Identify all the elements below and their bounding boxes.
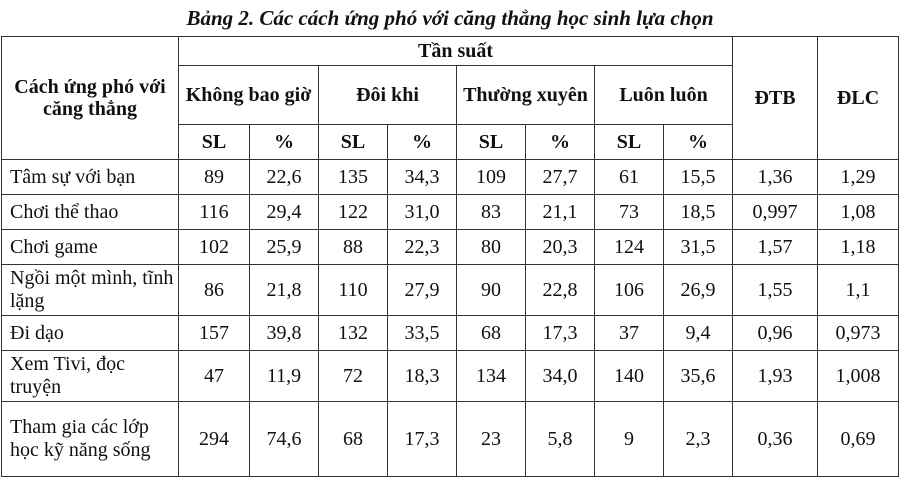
cell-value: 109 (457, 160, 526, 195)
cell-value: 140 (595, 351, 664, 402)
cell-sd: 1,29 (818, 160, 899, 195)
cell-value: 61 (595, 160, 664, 195)
header-group-sometimes: Đôi khi (319, 66, 457, 125)
cell-value: 37 (595, 316, 664, 351)
header-pct: % (526, 125, 595, 160)
row-method: Chơi thể thao (2, 195, 179, 230)
table-row (2, 195, 899, 230)
cell-value: 90 (457, 265, 526, 316)
cell-value: 25,9 (250, 230, 319, 265)
header-method: Cách ứng phó với căng thẳng (2, 37, 179, 160)
cell-sd: 0,69 (818, 402, 899, 477)
header-group-often: Thường xuyên (457, 66, 595, 125)
header-sl: SL (457, 125, 526, 160)
cell-value: 47 (179, 351, 250, 402)
header-group-never: Không bao giờ (179, 66, 319, 125)
table-caption: Bảng 2. Các cách ứng phó với căng thẳng học sinh lựa chọn (186, 6, 714, 30)
table-row (2, 160, 899, 195)
cell-value: 83 (457, 195, 526, 230)
cell-sd: 1,08 (818, 195, 899, 230)
table-row (2, 265, 899, 316)
cell-value: 34,3 (388, 160, 457, 195)
table-row (2, 230, 899, 265)
cell-value: 157 (179, 316, 250, 351)
row-method: Tâm sự với bạn (2, 160, 179, 195)
row-method: Tham gia các lớp học kỹ năng sống (2, 402, 179, 477)
cell-value: 134 (457, 351, 526, 402)
header-sl: SL (319, 125, 388, 160)
cell-value: 116 (179, 195, 250, 230)
cell-mean: 1,93 (733, 351, 818, 402)
cell-value: 29,4 (250, 195, 319, 230)
cell-value: 21,1 (526, 195, 595, 230)
cell-mean: 0,997 (733, 195, 818, 230)
cell-value: 122 (319, 195, 388, 230)
cell-value: 18,5 (664, 195, 733, 230)
row-method: Đi dạo (2, 316, 179, 351)
header-sd: ĐLC (818, 37, 899, 160)
cell-value: 5,8 (526, 402, 595, 477)
cell-value: 39,8 (250, 316, 319, 351)
cell-value: 9,4 (664, 316, 733, 351)
cell-value: 17,3 (526, 316, 595, 351)
cell-value: 26,9 (664, 265, 733, 316)
cell-sd: 1,1 (818, 265, 899, 316)
cell-sd: 1,008 (818, 351, 899, 402)
header-frequency: Tần suất (179, 37, 733, 66)
cell-value: 88 (319, 230, 388, 265)
header-mean: ĐTB (733, 37, 818, 160)
header-group-always: Luôn luôn (595, 66, 733, 125)
cell-value: 2,3 (664, 402, 733, 477)
cell-value: 34,0 (526, 351, 595, 402)
cell-mean: 0,96 (733, 316, 818, 351)
cell-value: 124 (595, 230, 664, 265)
cell-value: 23 (457, 402, 526, 477)
cell-value: 72 (319, 351, 388, 402)
cell-value: 21,8 (250, 265, 319, 316)
header-pct: % (250, 125, 319, 160)
cell-value: 68 (319, 402, 388, 477)
table-row (2, 316, 899, 351)
cell-value: 68 (457, 316, 526, 351)
cell-value: 15,5 (664, 160, 733, 195)
cell-value: 35,6 (664, 351, 733, 402)
cell-value: 18,3 (388, 351, 457, 402)
header-pct: % (388, 125, 457, 160)
cell-value: 135 (319, 160, 388, 195)
cell-value: 31,0 (388, 195, 457, 230)
cell-mean: 0,36 (733, 402, 818, 477)
coping-methods-table (1, 36, 899, 477)
cell-value: 33,5 (388, 316, 457, 351)
cell-value: 74,6 (250, 402, 319, 477)
cell-value: 27,9 (388, 265, 457, 316)
cell-value: 102 (179, 230, 250, 265)
cell-mean: 1,57 (733, 230, 818, 265)
cell-value: 20,3 (526, 230, 595, 265)
table-row (2, 402, 899, 477)
row-method: Chơi game (2, 230, 179, 265)
cell-value: 89 (179, 160, 250, 195)
cell-sd: 1,18 (818, 230, 899, 265)
cell-value: 106 (595, 265, 664, 316)
row-method: Xem Tivi, đọc truyện (2, 351, 179, 402)
cell-value: 294 (179, 402, 250, 477)
cell-value: 31,5 (664, 230, 733, 265)
row-method: Ngồi một mình, tĩnh lặng (2, 265, 179, 316)
cell-value: 22,8 (526, 265, 595, 316)
cell-value: 17,3 (388, 402, 457, 477)
cell-value: 80 (457, 230, 526, 265)
cell-sd: 0,973 (818, 316, 899, 351)
header-pct: % (664, 125, 733, 160)
cell-value: 22,6 (250, 160, 319, 195)
header-sl: SL (595, 125, 664, 160)
cell-value: 27,7 (526, 160, 595, 195)
cell-value: 22,3 (388, 230, 457, 265)
cell-value: 73 (595, 195, 664, 230)
header-sl: SL (179, 125, 250, 160)
cell-value: 110 (319, 265, 388, 316)
cell-mean: 1,36 (733, 160, 818, 195)
cell-mean: 1,55 (733, 265, 818, 316)
cell-value: 86 (179, 265, 250, 316)
table-row (2, 351, 899, 402)
cell-value: 11,9 (250, 351, 319, 402)
cell-value: 9 (595, 402, 664, 477)
cell-value: 132 (319, 316, 388, 351)
